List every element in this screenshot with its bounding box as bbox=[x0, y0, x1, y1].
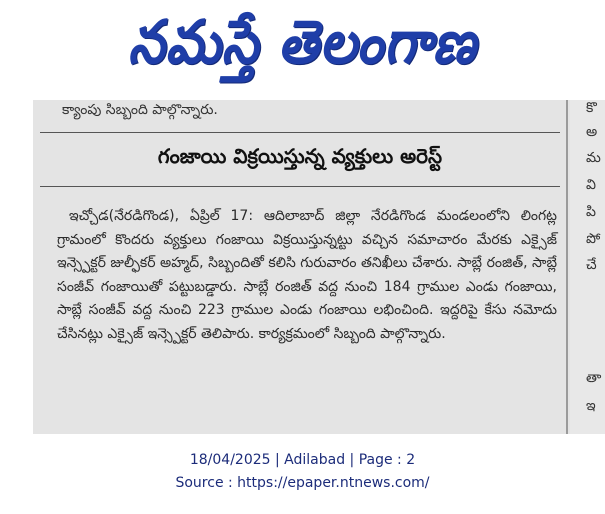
adjacent-fragment: వి bbox=[586, 177, 596, 193]
adjacent-fragment: చే bbox=[586, 257, 597, 273]
footer-date-edition: 18/04/2025 | Adilabad | Page : 2 bbox=[189, 452, 416, 468]
previous-article-line: క్యాంపు సిబ్బంది పాల్గొన్నారు. bbox=[62, 102, 218, 118]
headline-top-rule bbox=[40, 132, 560, 133]
adjacent-fragment: మ bbox=[586, 150, 601, 166]
footer bbox=[0, 434, 605, 514]
column-divider bbox=[566, 100, 568, 434]
adjacent-fragment: కొ bbox=[586, 100, 597, 116]
left-margin bbox=[0, 100, 33, 434]
adjacent-fragment: ఇ bbox=[586, 398, 596, 414]
masthead bbox=[0, 0, 605, 100]
adjacent-fragment: అ bbox=[586, 124, 598, 140]
headline-bottom-rule bbox=[40, 186, 560, 187]
adjacent-fragment: పి bbox=[586, 204, 596, 220]
footer-source: Source : https://epaper.ntnews.com/ bbox=[175, 475, 430, 491]
article-body: ఇచ్చోడ(నేరడిగొండ), ఏప్రిల్ 17: ఆదిలాబాద్ జిల్లా నేరడిగొండ మండలంలోని లింగట్ల గ్రామంలో కొందరు వ్యక్తులు గంజాయి విక్రయిస్తున్నట్టు వచ్చిన సమాచారం మేరకు ఎక్సైజ్ ఇన్స్పెక్టర్ జుల్ఫీకర్ అహ్మద్, సిబ్బందితో కలిసి గురువారం తనిఖీలు చేశారు. సాబ్లే రంజిత్, సాబ్లే సంజీవ్ గంజాయితో పట్టుబడ్డారు. సాబ్లే రంజిత్ వద్ద నుంచి 184 గ్రాముల ఎండు గంజాయి, సాబ్లే సంజీవ్ వద్ద నుంచి 223 గ్రాముల ఎండు గంజాయి లభించింది. ఇద్దరిపై కేసు నమోదు చేసినట్లు ఎక్సైజ్ ఇన్స్పెక్టర్ తెలిపారు. కార్యక్రమంలో సిబ్బంది పాల్గొన్నారు. bbox=[57, 208, 557, 342]
adjacent-fragment: తా bbox=[586, 370, 602, 386]
article-headline: గంజాయి విక్రయిస్తున్న వ్యక్తులు అరెస్ట్ bbox=[157, 144, 443, 168]
news-clipping bbox=[0, 100, 605, 434]
adjacent-column bbox=[570, 100, 605, 434]
masthead-logo: నమస్తే తెలంగాణ bbox=[128, 8, 477, 78]
adjacent-fragment: పో bbox=[586, 231, 601, 247]
